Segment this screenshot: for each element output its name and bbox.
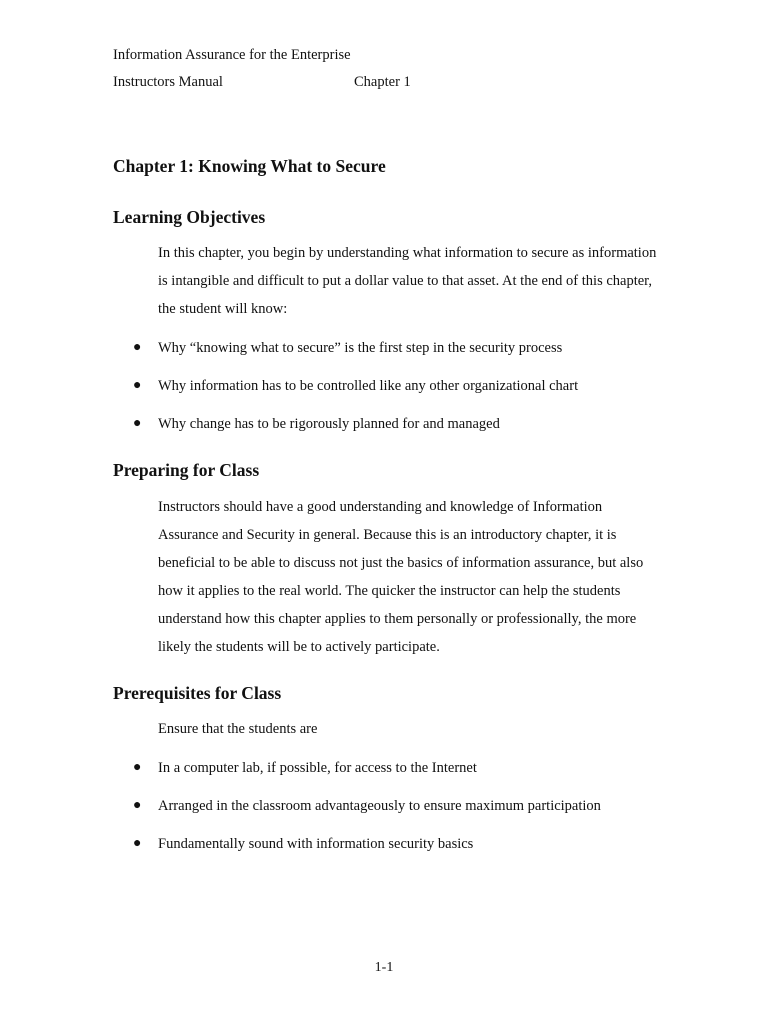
bullet-icon: ●: [133, 760, 142, 775]
prerequisites-intro: Ensure that the students are: [158, 721, 318, 737]
prerequisites-list: [0, 759, 768, 873]
heading-learning-objectives: Learning Objectives: [113, 207, 266, 227]
header-line-2: [113, 73, 433, 91]
list-item: ● In a computer lab, if possible, for access to the Internet: [133, 760, 477, 776]
page-number: 1-1: [374, 960, 394, 975]
bullet-icon: ●: [133, 340, 142, 355]
bullet-icon: ●: [133, 416, 142, 431]
learning-objectives-list: [0, 339, 768, 453]
preparing-body: Instructors should have a good understanding and knowledge of Information Assurance and Security in general. Because this is an introductory chapter, it is beneficial to be able to discuss not just the basics of information assurance, but also how it applies to the real world. The quicker the instructor can help the students understand how this chapter applies to them personally or professionally, the more likely the students will be to actively participate.: [158, 499, 644, 655]
heading-preparing-for-class: Preparing for Class: [113, 460, 260, 480]
header-manual-label: Instructors Manual: [113, 74, 223, 90]
bullet-icon: ●: [133, 798, 142, 813]
heading-prerequisites-for-class: Prerequisites for Class: [113, 683, 282, 703]
learning-objectives-intro: In this chapter, you begin by understanding what information to secure as information is intangible and difficult to put a dollar value to that asset. At the end of this chapter, the student will know:: [158, 245, 657, 317]
header-chapter-label: Chapter 1: [354, 74, 411, 90]
header-book-title: Information Assurance for the Enterprise: [113, 47, 351, 63]
list-item: ● Why “knowing what to secure” is the first step in the security process: [133, 340, 563, 356]
bullet-icon: ●: [133, 378, 142, 393]
list-item: ● Arranged in the classroom advantageously to ensure maximum participation: [133, 798, 601, 814]
list-item: ● Why change has to be rigorously planned for and managed: [133, 416, 500, 432]
chapter-title: Chapter 1: Knowing What to Secure: [113, 156, 386, 176]
list-item: ● Why information has to be controlled like any other organizational chart: [133, 378, 579, 394]
list-item: ● Fundamentally sound with information security basics: [133, 836, 474, 852]
bullet-icon: ●: [133, 836, 142, 851]
